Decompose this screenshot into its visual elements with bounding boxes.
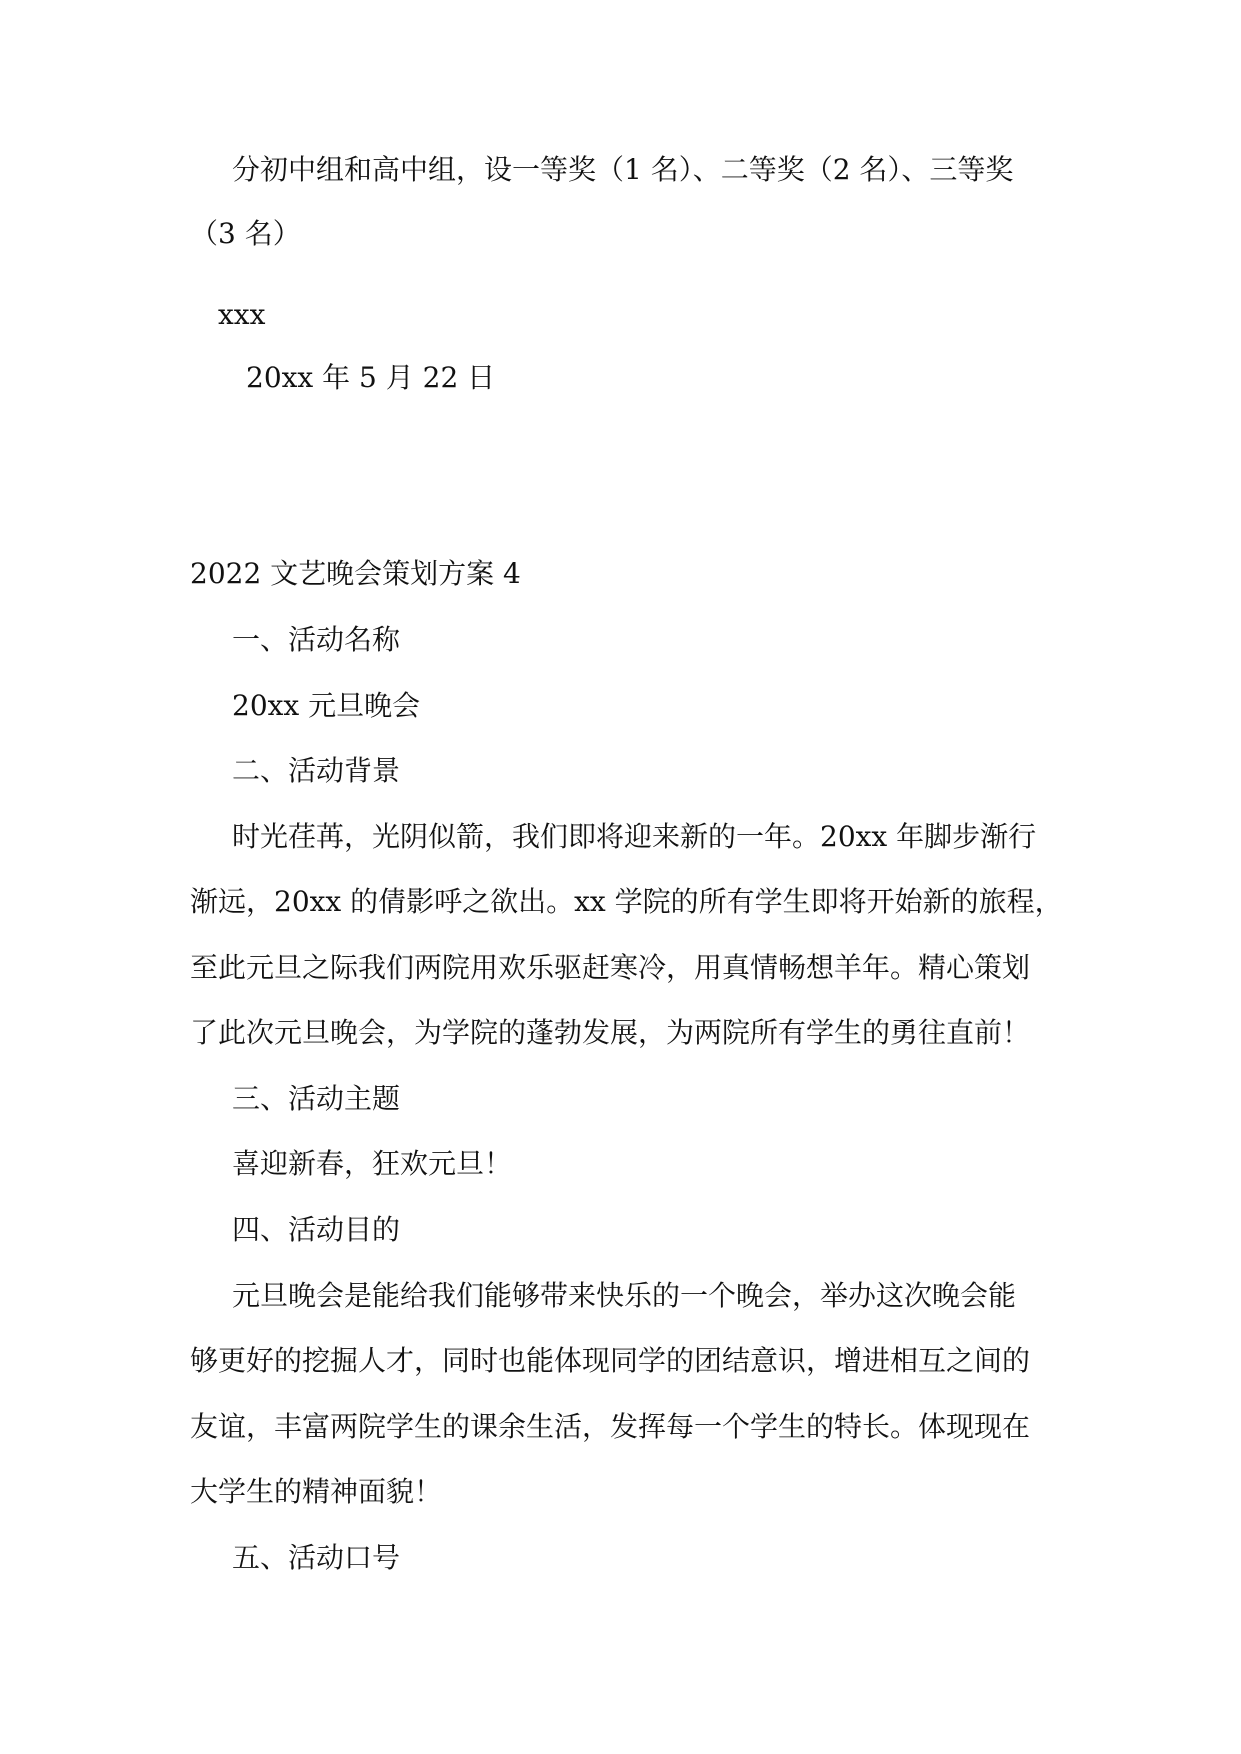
section-4-heading: 四、活动目的 [232, 1213, 401, 1246]
section-2-line-2: 渐远，20xx 的倩影呼之欲出。xx 学院的所有学生即将开始新的旅程， [190, 885, 1063, 918]
signer-name: xxx [218, 298, 266, 331]
section-2-heading: 二、活动背景 [232, 754, 401, 787]
section-1-heading: 一、活动名称 [232, 623, 401, 656]
section-2-line-1: 时光荏苒，光阴似箭，我们即将迎来新的一年。20xx 年脚步渐行 [232, 820, 1037, 853]
award-line-2: （3 名） [190, 217, 301, 250]
signature-date: 20xx 年 5 月 22 日 [246, 361, 496, 394]
document-title: 2022 文艺晚会策划方案 4 [190, 557, 521, 590]
section-1-body: 20xx 元旦晚会 [232, 689, 421, 722]
section-5-heading: 五、活动口号 [232, 1541, 401, 1574]
section-4-line-3: 友谊，丰富两院学生的课余生活，发挥每一个学生的特长。体现现在 [190, 1410, 1031, 1443]
section-3-heading: 三、活动主题 [232, 1082, 401, 1115]
section-2-line-4: 了此次元旦晚会，为学院的蓬勃发展，为两院所有学生的勇往直前！ [190, 1016, 1031, 1049]
section-2-line-3: 至此元旦之际我们两院用欢乐驱赶寒冷，用真情畅想羊年。精心策划 [190, 951, 1031, 984]
section-4-line-2: 够更好的挖掘人才，同时也能体现同学的团结意识，增进相互之间的 [190, 1344, 1031, 1377]
section-4-line-1: 元旦晚会是能给我们能够带来快乐的一个晚会，举办这次晚会能 [232, 1279, 1017, 1312]
section-4-line-4: 大学生的精神面貌！ [190, 1475, 443, 1508]
award-line-1: 分初中组和高中组，设一等奖（1 名）、二等奖（2 名）、三等奖 [232, 153, 1014, 186]
section-3-body: 喜迎新春，狂欢元旦！ [232, 1147, 513, 1180]
